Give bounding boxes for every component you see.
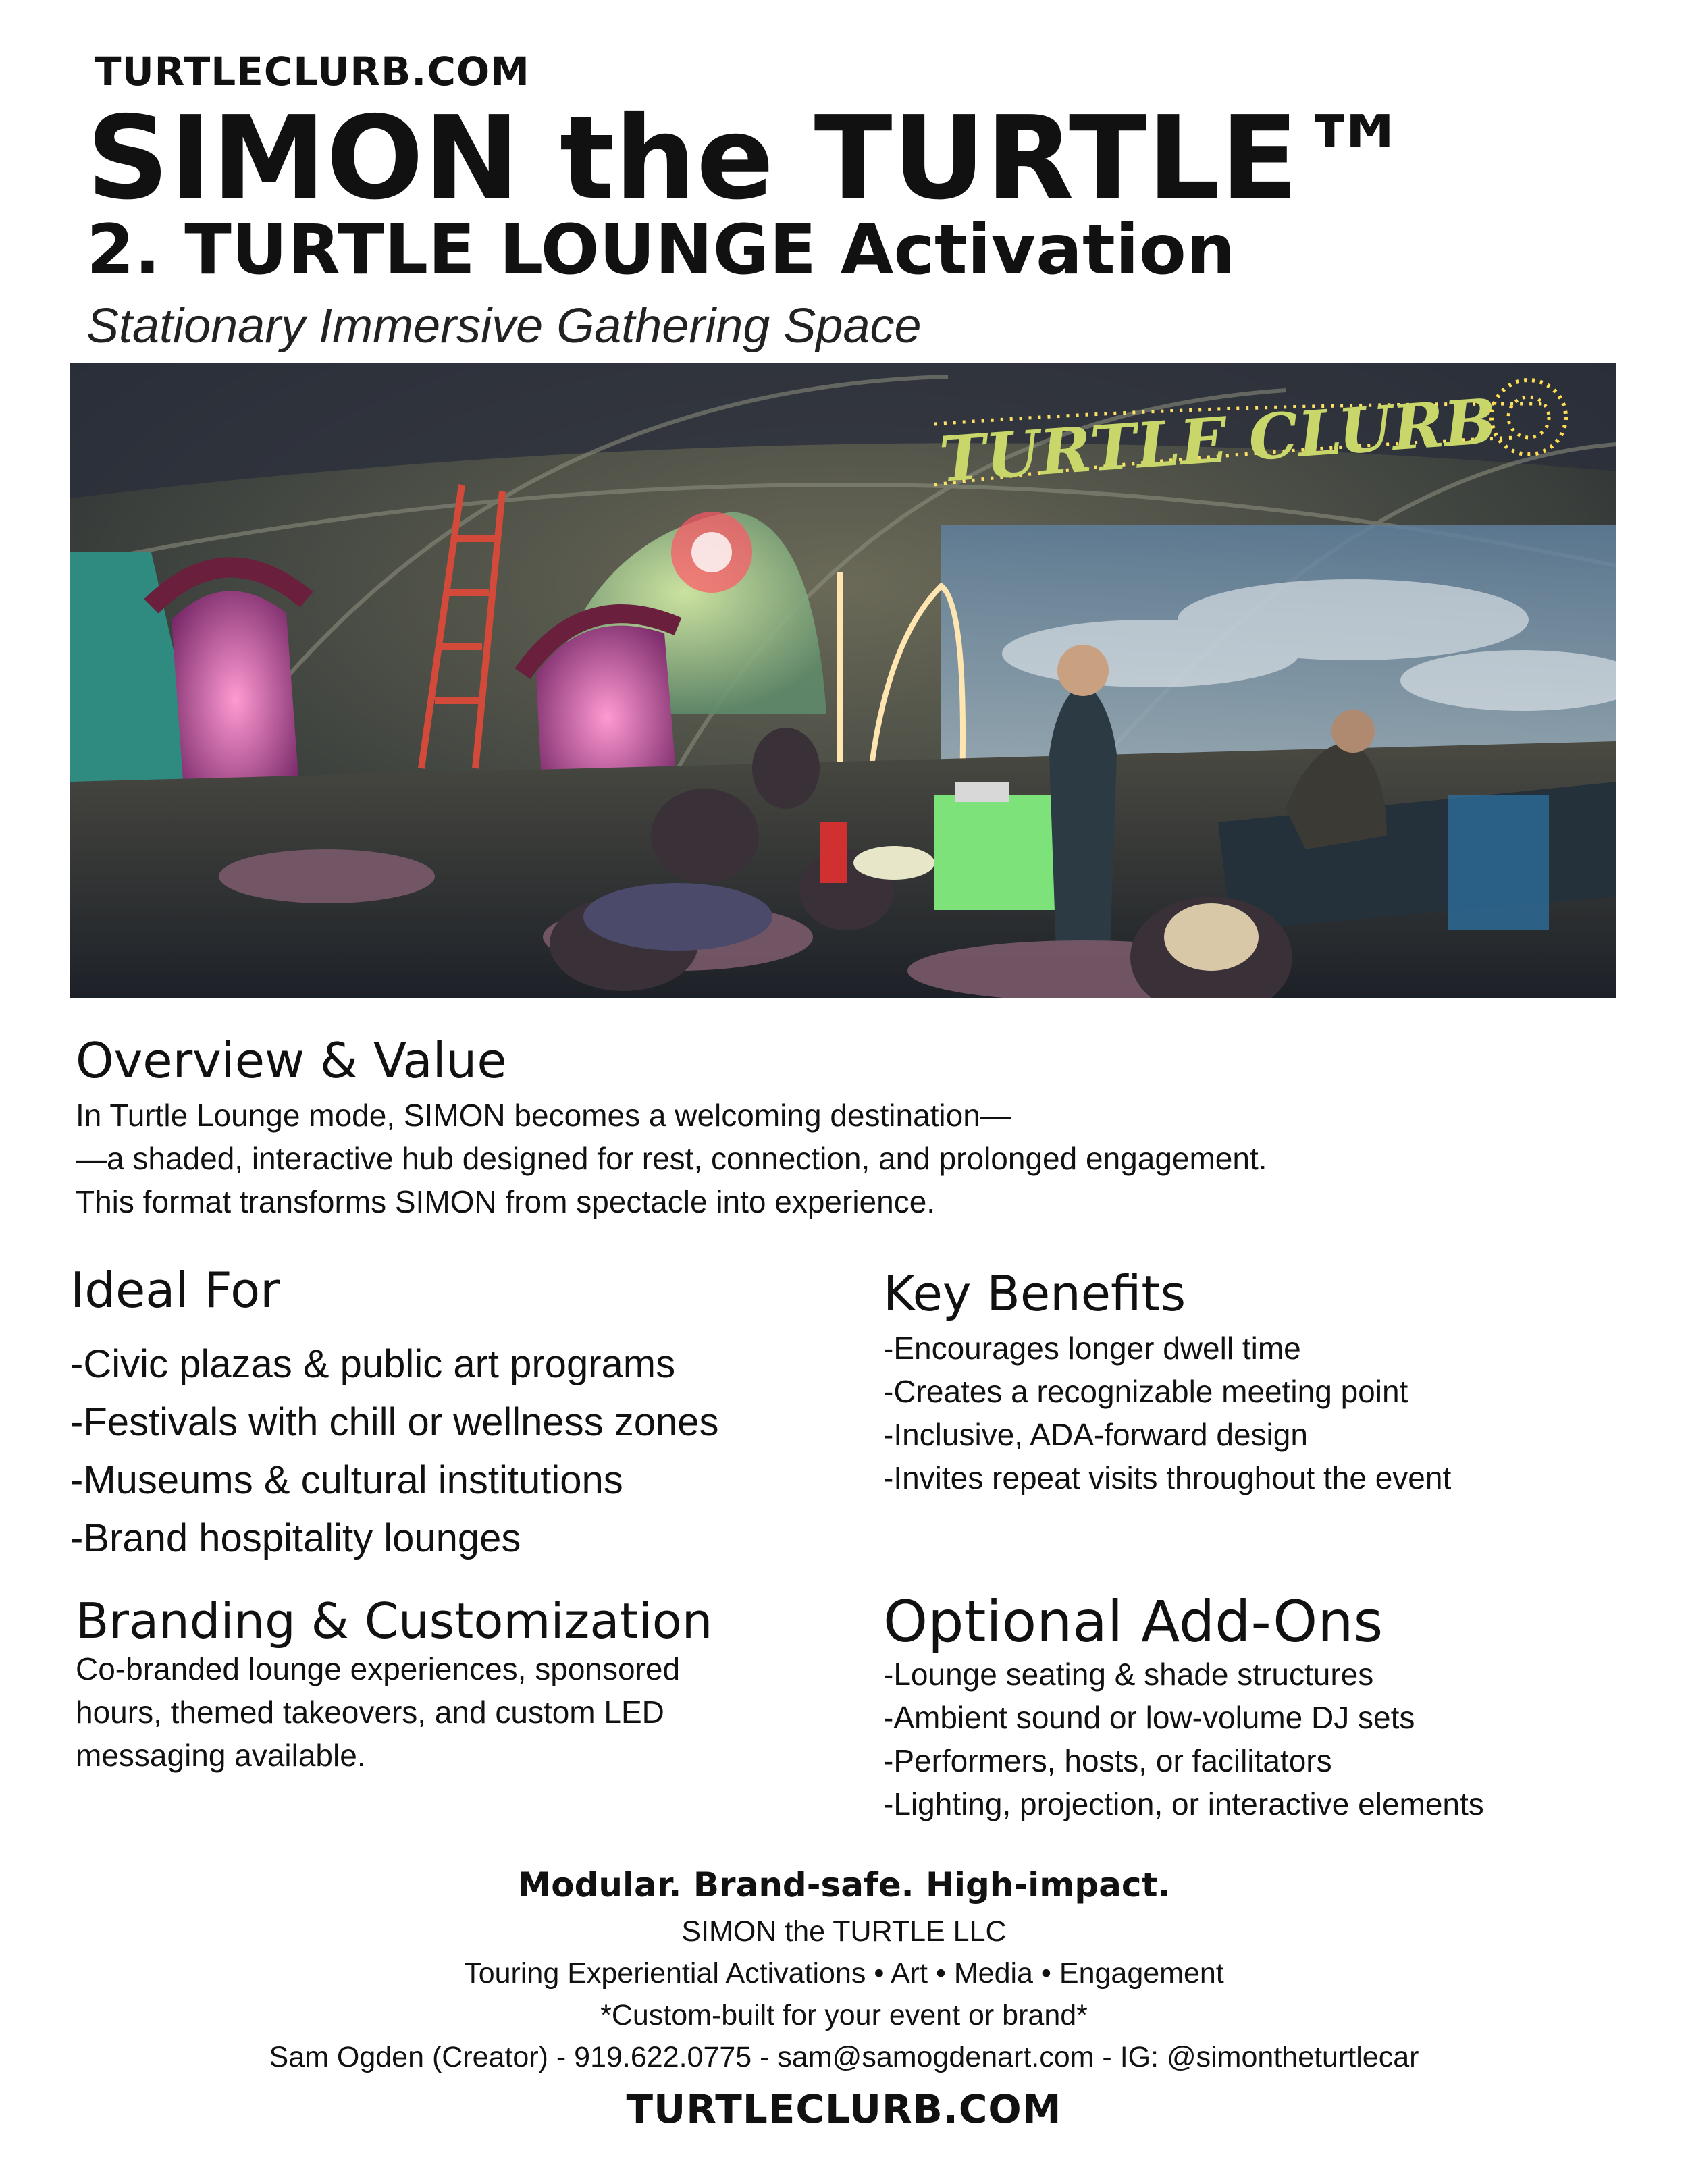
lounge-photo — [70, 363, 1616, 998]
page-title: SIMON the TURTLE™ — [86, 92, 1414, 225]
footer-contact: Sam Ogden (Creator) - 919.622.0775 - sam@samogdenart.com - IG: @simontheturtlecar — [269, 2041, 1419, 2073]
list-item: -Festivals with chill or wellness zones — [70, 1400, 719, 1444]
list-item: -Performers, hosts, or facilitators — [883, 1743, 1332, 1778]
ideal-for-list — [70, 1335, 719, 1568]
branding-line: hours, themed takeovers, and custom LED — [76, 1695, 664, 1730]
branding-line: Co-branded lounge experiences, sponsored — [76, 1651, 681, 1686]
key-benefits-list — [883, 1327, 1451, 1499]
list-item: -Lighting, projection, or interactive elements — [883, 1786, 1484, 1821]
footer-site-url: TURTLECLURB.COM — [626, 2086, 1062, 2132]
branding-heading: Branding & Customization — [76, 1593, 713, 1649]
addons-list — [883, 1653, 1484, 1826]
overview-line: This format transforms SIMON from spectacle into experience. — [76, 1184, 936, 1219]
ideal-for-heading: Ideal For — [70, 1262, 280, 1319]
list-item: -Museums & cultural institutions — [70, 1458, 623, 1502]
list-item: -Civic plazas & public art programs — [70, 1342, 676, 1386]
footer-slogan: Modular. Brand-safe. High-impact. — [517, 1865, 1171, 1905]
addons-heading: Optional Add-Ons — [883, 1589, 1383, 1655]
key-benefits-heading: Key Benefits — [883, 1265, 1186, 1322]
branding-text — [76, 1647, 680, 1777]
list-item: -Encourages longer dwell time — [883, 1331, 1301, 1366]
lounge-sign-text: TURTLE CLURB — [937, 384, 1499, 496]
overview-line: In Turtle Lounge mode, SIMON becomes a welcoming destination— — [76, 1098, 1011, 1133]
branding-line: messaging available. — [76, 1738, 366, 1773]
page-subtitle: 2. TURTLE LOUNGE Activation — [86, 210, 1236, 290]
overview-text — [76, 1094, 1267, 1223]
list-item: -Lounge seating & shade structures — [883, 1657, 1374, 1692]
overview-line: —a shaded, interactive hub designed for rest, connection, and prolonged engagement. — [76, 1141, 1267, 1176]
site-url-top: TURTLECLURB.COM — [95, 49, 530, 95]
footer-services: Touring Experiential Activations • Art • Media • Engagement — [464, 1957, 1224, 1990]
list-item: -Inclusive, ADA-forward design — [883, 1417, 1308, 1452]
overview-heading: Overview & Value — [76, 1032, 507, 1089]
footer — [0, 1863, 1688, 2136]
list-item: -Ambient sound or low-volume DJ sets — [883, 1700, 1415, 1735]
page-tagline: Stationary Immersive Gathering Space — [86, 299, 922, 353]
footer-note: *Custom-built for your event or brand* — [600, 1999, 1088, 2031]
list-item: -Creates a recognizable meeting point — [883, 1374, 1408, 1409]
list-item: -Invites repeat visits throughout the event — [883, 1460, 1452, 1495]
list-item: -Brand hospitality lounges — [70, 1516, 521, 1560]
footer-company: SIMON the TURTLE LLC — [681, 1915, 1007, 1948]
